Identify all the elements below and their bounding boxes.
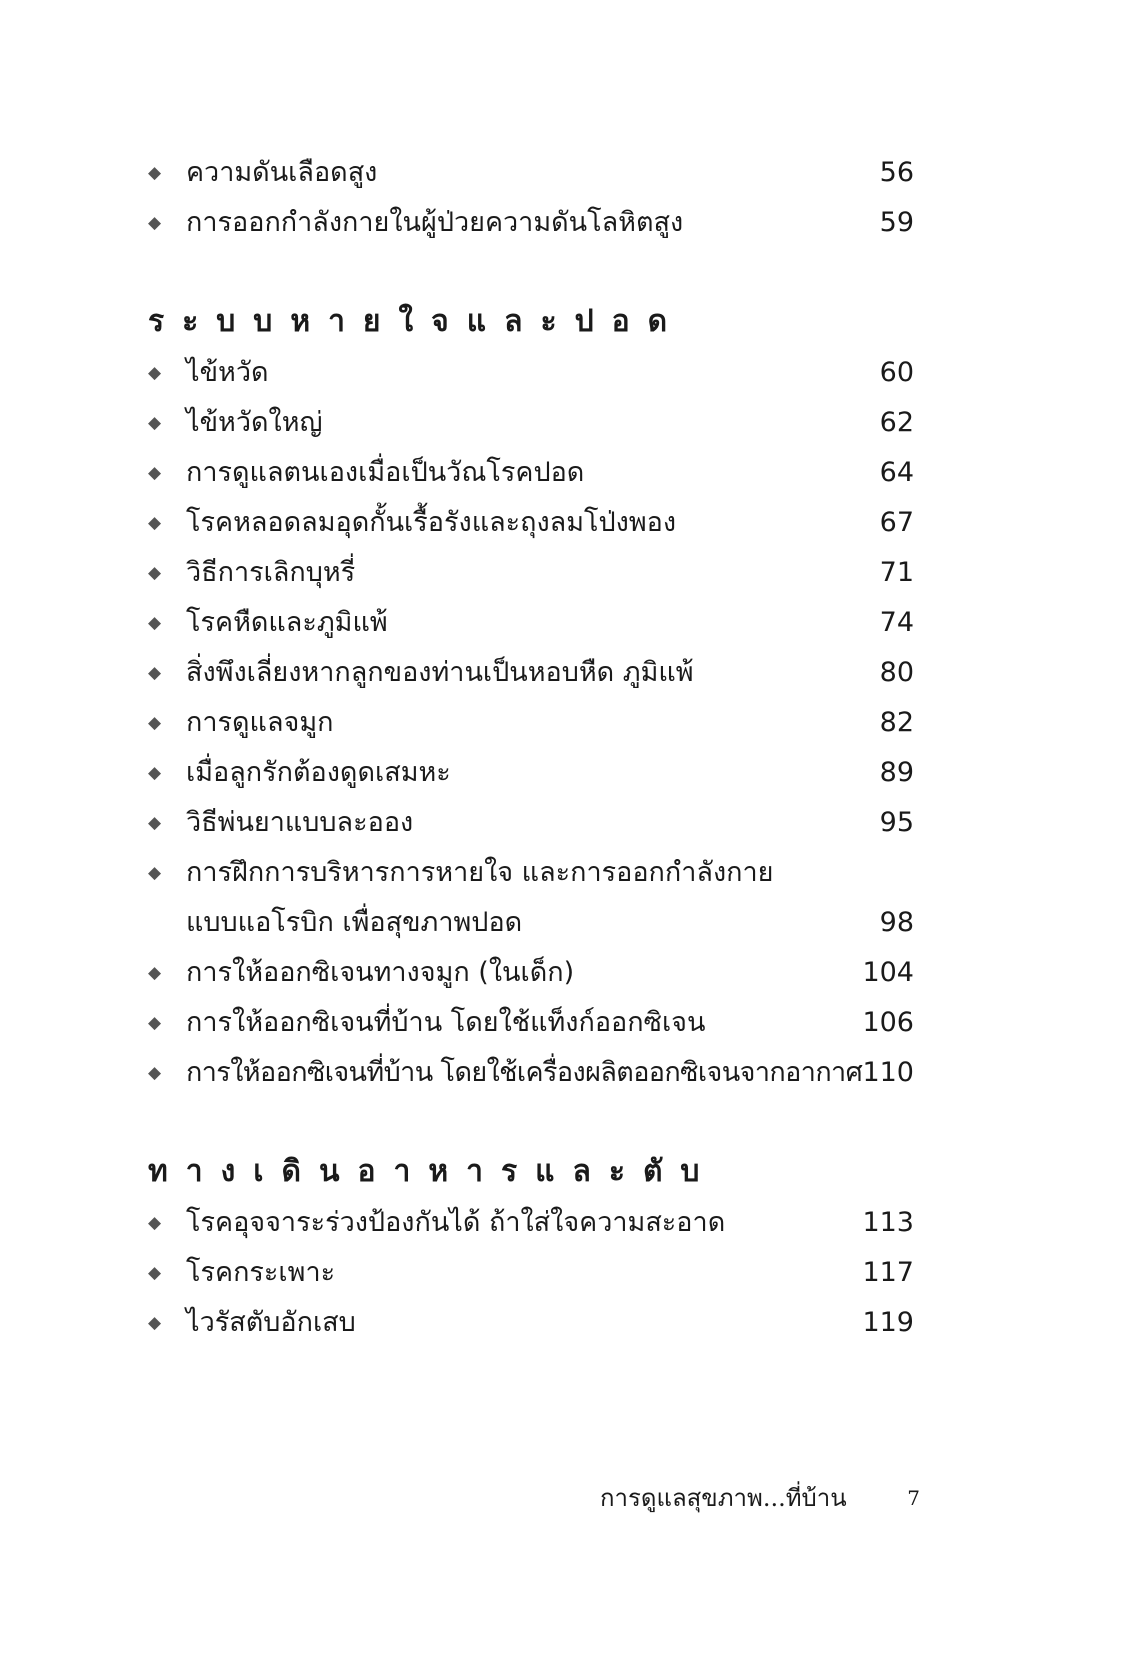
toc-entry xyxy=(148,748,914,798)
toc-entry xyxy=(148,548,914,598)
toc-entry-page: 113 xyxy=(862,1207,914,1238)
toc-entry xyxy=(148,948,914,998)
diamond-bullet-icon: ◆ xyxy=(148,1213,162,1233)
toc-entry xyxy=(148,448,914,498)
toc-entry-page: 89 xyxy=(879,757,914,788)
toc-entry-title: สิ่งพึงเลี่ยงหากลูกของท่านเป็นหอบหืด ภูมิแพ้ xyxy=(186,657,694,688)
diamond-bullet-icon: ◆ xyxy=(148,713,162,733)
diamond-bullet-icon: ◆ xyxy=(148,613,162,633)
toc-entry-title: การฝึกการบริหารการหายใจ และการออกกำลังกาย xyxy=(186,857,774,888)
toc-entry-title: การดูแลจมูก xyxy=(186,707,334,738)
toc-entry-title: โรคอุจจาระร่วงป้องกันได้ ถ้าใส่ใจความสะอาด xyxy=(186,1207,726,1238)
toc-entry-title: ความดันเลือดสูง xyxy=(186,157,378,188)
toc-entry-page: 106 xyxy=(862,1007,914,1038)
toc-entry-page: 60 xyxy=(879,357,914,388)
toc-entry-page: 64 xyxy=(879,457,914,488)
toc-entry-title-continuation: แบบแอโรบิก เพื่อสุขภาพปอด xyxy=(186,907,523,938)
diamond-bullet-icon: ◆ xyxy=(148,363,162,383)
diamond-bullet-icon: ◆ xyxy=(148,213,162,233)
toc-entry-page: 56 xyxy=(879,157,914,188)
toc-entry-title: โรคหืดและภูมิแพ้ xyxy=(186,607,388,638)
toc-entry-page: 82 xyxy=(879,707,914,738)
toc-entry-page: 95 xyxy=(879,807,914,838)
toc-entry-page: 71 xyxy=(879,557,914,588)
diamond-bullet-icon: ◆ xyxy=(148,663,162,683)
toc-entry xyxy=(148,698,914,748)
diamond-bullet-icon: ◆ xyxy=(148,763,162,783)
toc-entry-title: วิธีการเลิกบุหรี่ xyxy=(186,557,356,588)
footer-book-title: การดูแลสุขภาพ...ที่บ้าน xyxy=(600,1484,847,1512)
toc-entry-page: 67 xyxy=(879,507,914,538)
toc-entry-title: การให้ออกซิเจนที่บ้าน โดยใช้เครื่องผลิตออกซิเจนจากอากาศ xyxy=(186,1057,863,1088)
footer-page-number: 7 xyxy=(907,1486,920,1510)
toc-entry xyxy=(148,148,914,198)
diamond-bullet-icon: ◆ xyxy=(148,1263,162,1283)
diamond-bullet-icon: ◆ xyxy=(148,513,162,533)
toc-entry xyxy=(148,1298,914,1348)
toc-entry-continuation xyxy=(148,898,914,948)
toc-entry xyxy=(148,1248,914,1298)
diamond-bullet-icon: ◆ xyxy=(148,963,162,983)
toc-entry-title: เมื่อลูกรักต้องดูดเสมหะ xyxy=(186,757,451,788)
toc-entry xyxy=(148,848,914,898)
toc-entry-title: ไข้หวัดใหญ่ xyxy=(186,407,323,438)
toc-entry-page: 98 xyxy=(879,907,914,938)
toc-entry xyxy=(148,498,914,548)
toc-entry xyxy=(148,598,914,648)
toc-entry-page: 119 xyxy=(862,1307,914,1338)
toc-entry-page: 104 xyxy=(862,957,914,988)
toc-entry xyxy=(148,1198,914,1248)
toc-entry-page: 59 xyxy=(879,207,914,238)
toc-entry xyxy=(148,998,914,1048)
toc-entry xyxy=(148,648,914,698)
toc-entry-page: 110 xyxy=(862,1057,914,1088)
toc-entry-title: การให้ออกซิเจนที่บ้าน โดยใช้แท็งก์ออกซิเจน xyxy=(186,1007,706,1038)
toc-entry xyxy=(148,798,914,848)
toc-entry xyxy=(148,398,914,448)
toc-entry-title: การออกกำลังกายในผู้ป่วยความดันโลหิตสูง xyxy=(186,207,684,238)
toc-entry xyxy=(148,1048,914,1098)
toc-entry-page: 62 xyxy=(879,407,914,438)
diamond-bullet-icon: ◆ xyxy=(148,563,162,583)
diamond-bullet-icon: ◆ xyxy=(148,813,162,833)
diamond-bullet-icon: ◆ xyxy=(148,863,162,883)
section-heading-digestive: ทางเดินอาหารและตับ xyxy=(148,1154,718,1189)
toc-entry-page: 74 xyxy=(879,607,914,638)
diamond-bullet-icon: ◆ xyxy=(148,163,162,183)
toc-entry-title: ไข้หวัด xyxy=(186,357,269,388)
toc-entry-page: 117 xyxy=(862,1257,914,1288)
toc-entry-title: ไวรัสตับอักเสบ xyxy=(186,1307,356,1338)
diamond-bullet-icon: ◆ xyxy=(148,1063,162,1083)
toc-entry-title: การดูแลตนเองเมื่อเป็นวัณโรคปอด xyxy=(186,457,585,488)
toc-entry-title: วิธีพ่นยาแบบละออง xyxy=(186,807,414,838)
toc-entry-title: โรคหลอดลมอุดกั้นเรื้อรังและถุงลมโป่งพอง xyxy=(186,507,677,538)
toc-entry xyxy=(148,348,914,398)
diamond-bullet-icon: ◆ xyxy=(148,1013,162,1033)
diamond-bullet-icon: ◆ xyxy=(148,463,162,483)
toc-entry-title: โรคกระเพาะ xyxy=(186,1257,336,1288)
toc-entry xyxy=(148,198,914,248)
diamond-bullet-icon: ◆ xyxy=(148,413,162,433)
toc-entry-title: การให้ออกซิเจนทางจมูก (ในเด็ก) xyxy=(186,957,575,988)
section-heading-respiratory: ระบบหายใจและปอด xyxy=(148,304,686,339)
toc-entry-page: 80 xyxy=(879,657,914,688)
diamond-bullet-icon: ◆ xyxy=(148,1313,162,1333)
